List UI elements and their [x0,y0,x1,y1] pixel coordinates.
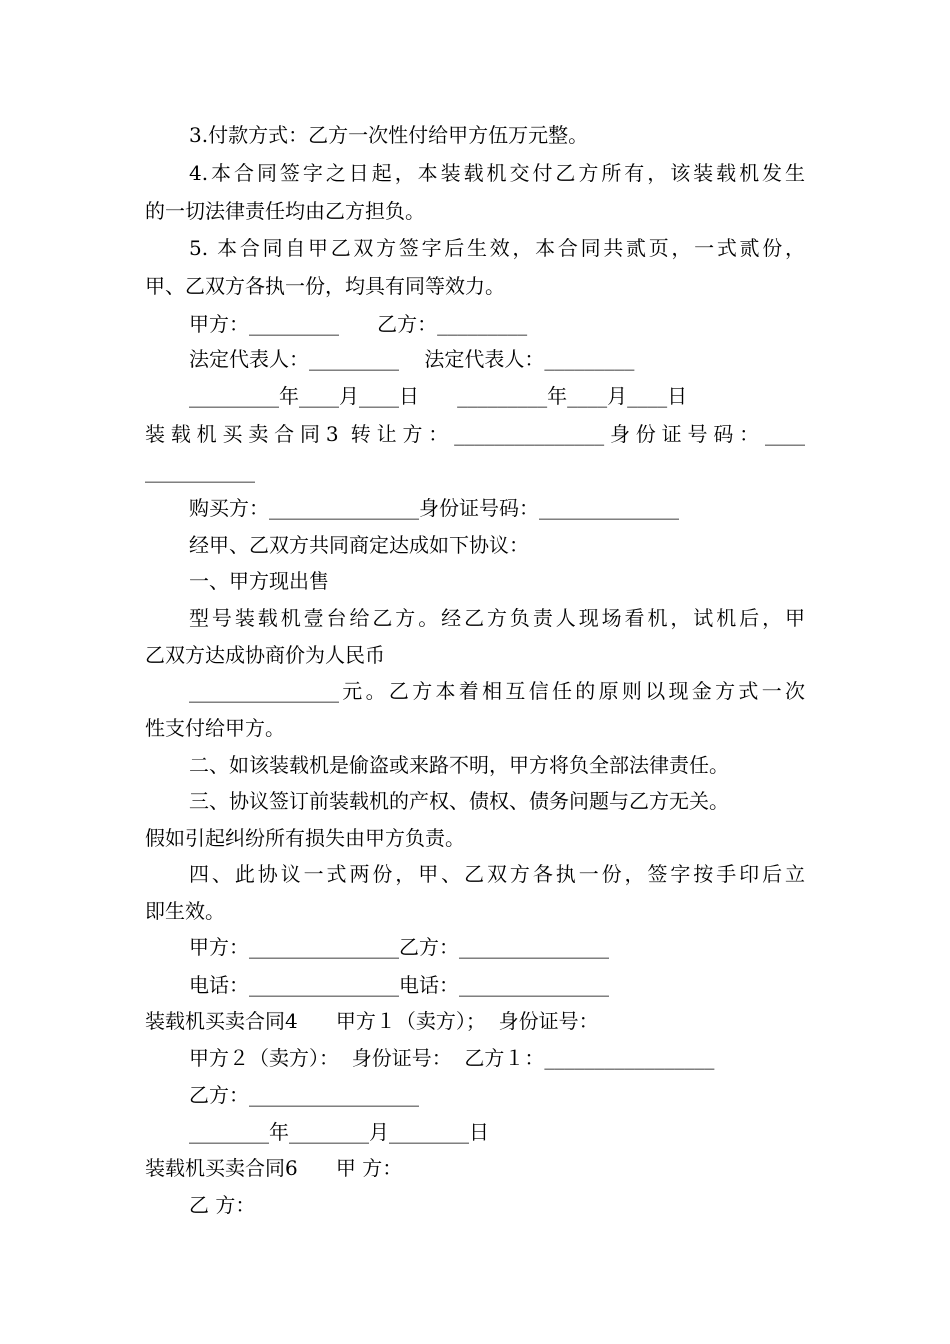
clause-payment-method: 3.付款方式：乙方一次性付给甲方伍万元整。 [189,123,589,147]
contract-6-heading: 装载机买卖合同6 甲 方： [145,1156,403,1180]
clause-effective-cont: 甲、乙双方各执一份，均具有同等效力。 [145,274,505,298]
clause-one-amount: _______________元。乙方本着相互信任的原则以现金方式一次 [189,679,805,703]
phone-line: 电话：_______________电话：_______________ [189,973,609,997]
clause-three-cont: 假如引起纠纷所有损失由甲方负责。 [145,826,465,850]
clause-two: 二、如该装载机是偷盗或来路不明，甲方将负全部法律责任。 [189,753,729,777]
buyer-signature-line: 乙方：_________________ [189,1083,419,1107]
clause-one-price: 乙双方达成协商价为人民币 [145,643,385,667]
clause-delivery-cont: 的一切法律责任均由乙方担负。 [145,199,425,223]
party-signature-line: 甲方：_________ 乙方：_________ [189,312,528,336]
contract-3-heading: 装载机买卖合同3 转让方：_______________身份证号码：____ [145,422,805,446]
agreement-intro: 经甲、乙双方共同商定达成如下协议： [189,533,529,557]
party-b-line: 乙 方： [189,1193,256,1217]
buyer-line: 购买方：_______________身份证号码：______________ [189,496,679,520]
clause-three: 三、协议签订前装载机的产权、债权、债务问题与乙方无关。 [189,789,729,813]
contract-4-heading: 装载机买卖合同4 甲方１（卖方）； 身份证号： [145,1009,599,1033]
id-number-blank-cont: ___________ [145,459,255,483]
clause-four-cont: 即生效。 [145,899,225,923]
party-signature-line-2: 甲方：_______________乙方：_______________ [189,935,609,959]
representative-signature-line: 法定代表人：_________ 法定代表人：_________ [189,347,635,371]
date-line: ________年________月________日 [189,1120,489,1144]
clause-delivery: 4.本合同签字之日起，本装载机交付乙方所有，该装载机发生 [189,161,805,185]
clause-four: 四、此协议一式两份，甲、乙双方各执一份，签字按手印后立 [189,862,805,886]
clause-effective: 5. 本合同自甲乙双方签字后生效，本合同共贰页，一式贰份， [189,236,805,260]
date-signature-line: _________年____月____日 _________年____月____日 [189,384,688,408]
clause-one-model: 型号装载机壹台给乙方。经乙方负责人现场看机，试机后，甲 [189,606,805,630]
seller-2-line: 甲方２（卖方）： 身份证号： 乙方１：_________________ [189,1046,715,1070]
clause-one-payment: 性支付给甲方。 [145,716,285,740]
clause-one: 一、甲方现出售 [189,569,329,593]
